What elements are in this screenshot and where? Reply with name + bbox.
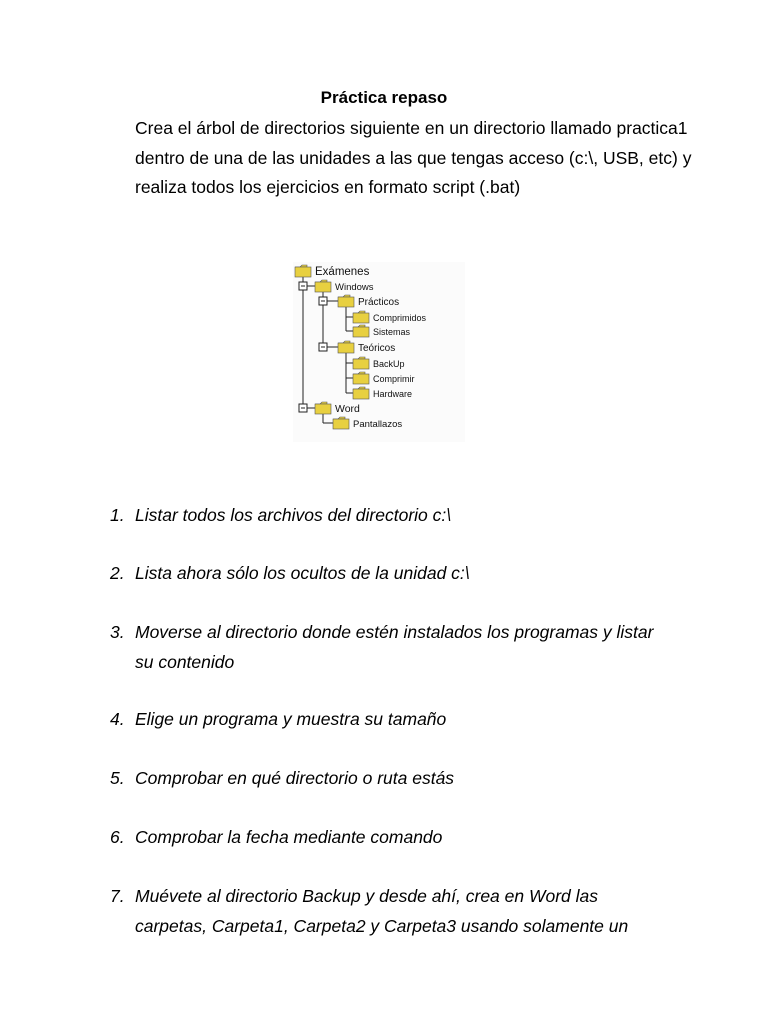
exercise-item (110, 501, 670, 531)
folder-icon (353, 357, 369, 369)
exercise-number: 7. (110, 886, 125, 906)
directory-tree (293, 262, 465, 442)
page-title: Práctica repaso (320, 88, 448, 107)
tree-node-label: Windows (335, 282, 374, 293)
folder-icon (315, 402, 331, 414)
exercise-item (110, 764, 670, 794)
tree-node-label: Pantallazos (353, 419, 403, 430)
exercise-number: 6. (110, 827, 125, 847)
folder-icon (295, 265, 311, 277)
directory-tree-figure (293, 262, 465, 442)
folder-icon (353, 372, 369, 384)
exercise-number: 1. (110, 505, 125, 525)
folder-icon (338, 295, 354, 307)
exercise-text: Moverse al directorio donde estén instalados los programas y listar su contenido (135, 622, 654, 672)
exercise-text: Muévete al directorio Backup y desde ahí, crea en Word las carpetas, Carpeta1, Carpeta2 y Carpeta3 usando solamente un (135, 886, 629, 936)
exercise-text: Comprobar en qué directorio o ruta estás (135, 768, 455, 788)
exercise-number: 5. (110, 768, 125, 788)
exercise-number: 3. (110, 622, 125, 642)
folder-icon (333, 417, 349, 429)
tree-node-label: Exámenes (315, 266, 370, 278)
tree-node-label: BackUp (373, 359, 405, 369)
exercise-text: Elige un programa y muestra su tamaño (135, 709, 447, 729)
tree-node-label: Sistemas (373, 327, 411, 337)
exercise-text: Lista ahora sólo los ocultos de la unidad c:\ (135, 563, 470, 583)
tree-node-label: Comprimir (373, 374, 415, 384)
exercise-item (110, 823, 670, 853)
exercise-item (110, 618, 670, 677)
exercise-number: 4. (110, 709, 125, 729)
tree-node-label: Teóricos (358, 343, 396, 354)
exercise-item (110, 559, 670, 589)
tree-node-label: Hardware (373, 389, 413, 399)
exercise-number: 2. (110, 563, 125, 583)
tree-node-label: Comprimidos (373, 313, 427, 323)
folder-icon (338, 341, 354, 353)
tree-node-label: Word (335, 403, 360, 415)
exercise-item (110, 882, 670, 941)
exercise-item (110, 705, 670, 735)
exercise-text: Comprobar la fecha mediante comando (135, 827, 443, 847)
folder-icon (315, 280, 331, 292)
exercise-text: Listar todos los archivos del directorio c:\ (135, 505, 452, 525)
intro-paragraph: Crea el árbol de directorios siguiente en un directorio llamado practica1 dentro de una de las unidades a las que tengas acceso (c:\, USB, etc) y realiza todos los ejercicios en formato script (.bat) (135, 118, 692, 197)
tree-node-label: Prácticos (358, 297, 400, 308)
folder-icon (353, 325, 369, 337)
folder-icon (353, 387, 369, 399)
folder-icon (353, 311, 369, 323)
